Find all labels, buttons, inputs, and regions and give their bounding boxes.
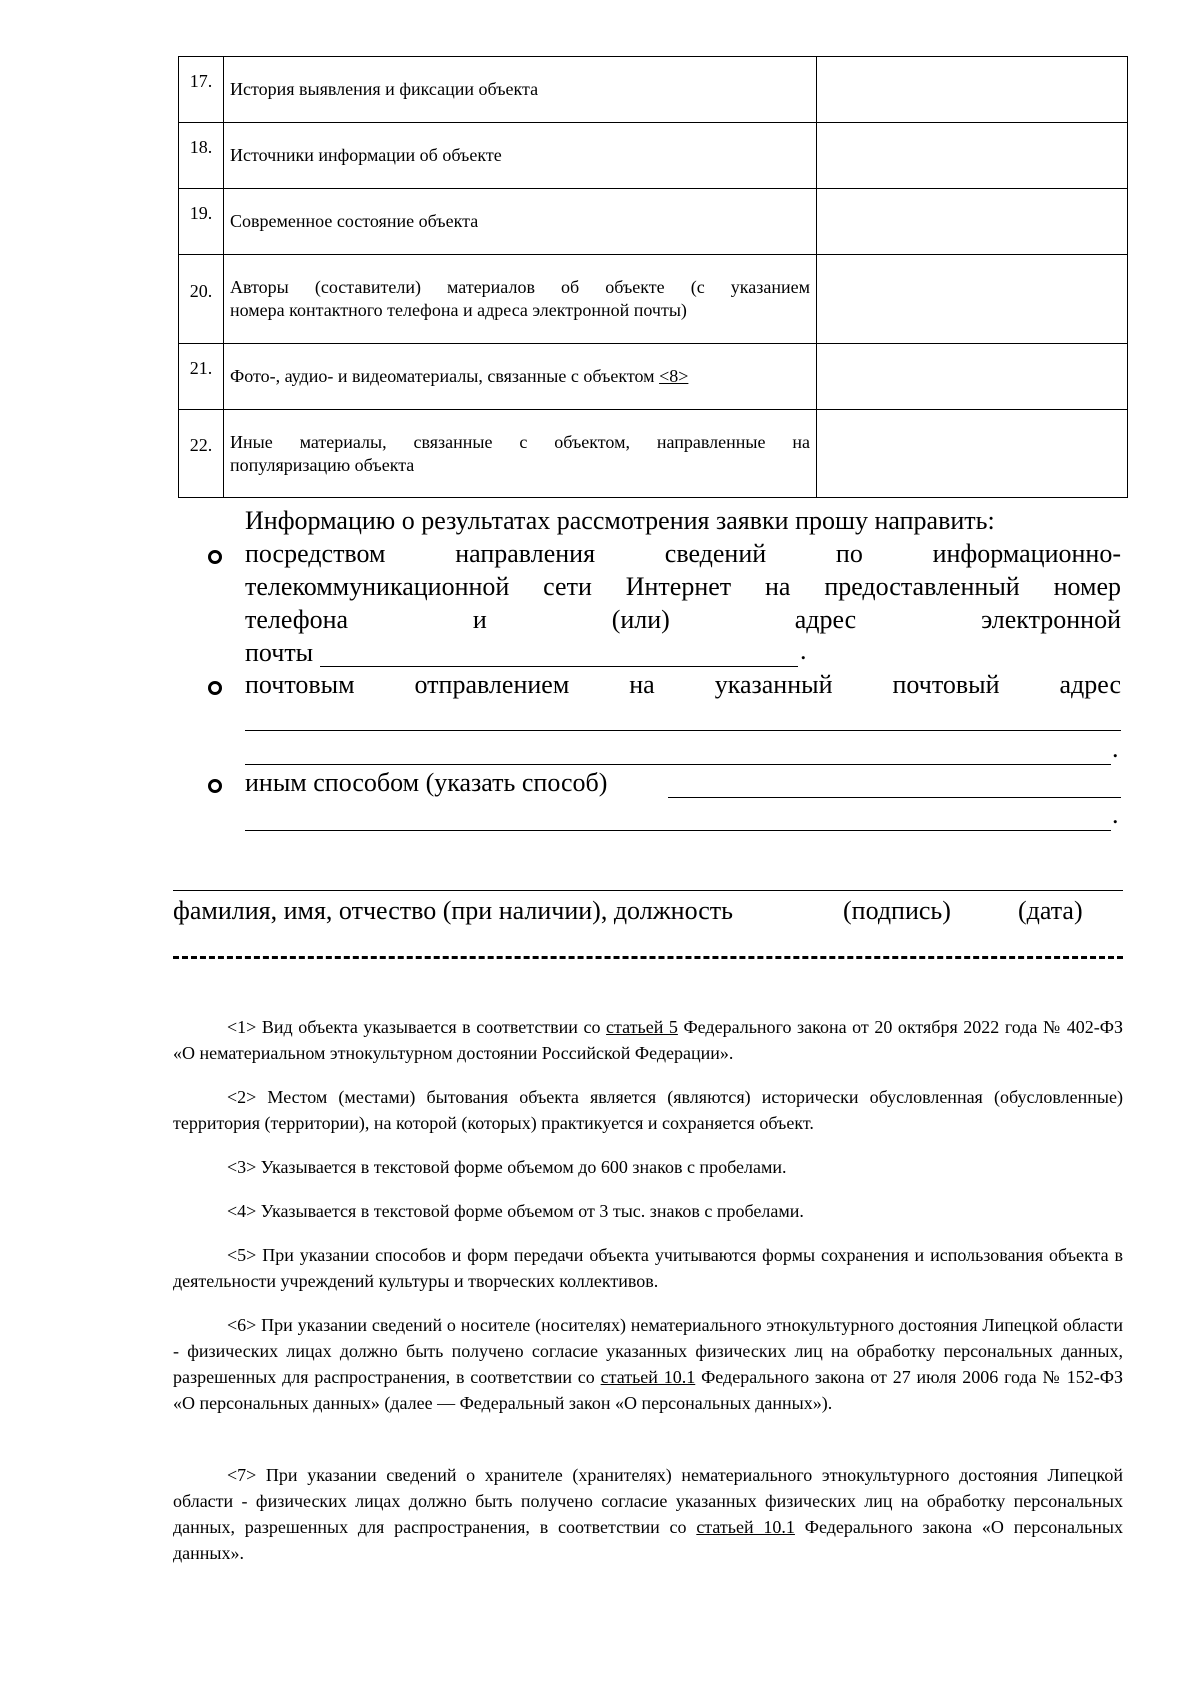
footnote-text: Федерального закона от 27 июля 2006 года № 152-ФЗ «О персональных данных» (далее — Федеральный закон «О персональных данных»). — [173, 1367, 1124, 1413]
radio-internet[interactable] — [208, 550, 222, 564]
radio-postal[interactable] — [208, 681, 222, 695]
radio-other[interactable] — [208, 779, 222, 793]
footnote-7 — [173, 1462, 1123, 1566]
row-description: История выявления и фиксации объекта — [224, 57, 817, 123]
footnote-5 — [173, 1242, 1123, 1294]
email-input-line[interactable] — [320, 666, 798, 667]
row-value-cell[interactable] — [817, 255, 1128, 344]
postal-address-line-1[interactable] — [245, 730, 1121, 731]
law-link[interactable]: статьей 5 — [606, 1017, 678, 1037]
footnote-4 — [173, 1198, 1123, 1224]
row-description-line: номера контактного телефона и адреса электронной почты) — [230, 300, 687, 320]
footnote-text: <3> Указывается в текстовой форме объемом до 600 знаков с пробелами. — [227, 1157, 787, 1177]
date-label: (дата) — [1018, 896, 1083, 925]
period: . — [1112, 800, 1119, 829]
row-description — [224, 410, 817, 498]
row-value-cell[interactable] — [817, 57, 1128, 123]
table-row — [179, 123, 1128, 189]
option-line: иным способом (указать способ) — [245, 768, 608, 797]
law-link[interactable]: статьей 10.1 — [696, 1517, 795, 1537]
name-position-label: фамилия, имя, отчество (при наличии), должность — [173, 896, 733, 925]
table-row — [179, 410, 1128, 498]
table-row — [179, 57, 1128, 123]
option-postal — [245, 668, 1121, 701]
footnote-6 — [173, 1312, 1123, 1416]
dashed-separator — [173, 956, 1123, 959]
row-number: 21. — [179, 344, 224, 410]
footnote-3 — [173, 1154, 1123, 1180]
other-method-line-1[interactable] — [668, 797, 1121, 798]
row-description-text: Фото-, аудио- и видеоматериалы, связанные с объектом — [230, 366, 660, 386]
option-line: посредством направления сведений по информационно- — [245, 539, 1121, 568]
row-number: 19. — [179, 189, 224, 255]
row-number: 18. — [179, 123, 224, 189]
footnote-text: <1> Вид объекта указывается в соответствии со — [227, 1017, 607, 1037]
footnote-text: Федерального закона от 20 октября 2022 года № 402-ФЗ «О нематериальном этнокультурном достоянии Российской Федерации». — [173, 1017, 1124, 1063]
row-description — [224, 255, 817, 344]
option-line: телефона и (или) адрес электронной — [245, 605, 1121, 634]
row-description-line: Авторы (составители) материалов об объекте (с указанием — [230, 277, 810, 297]
option-line: почты — [245, 638, 314, 667]
option-other — [245, 766, 665, 799]
application-table — [178, 56, 1128, 498]
table-row — [179, 255, 1128, 344]
options-title: Информацию о результатах рассмотрения заявки прошу направить: — [245, 506, 995, 535]
option-line: почтовым отправлением на указанный почтовый адрес — [245, 670, 1121, 699]
row-description: Современное состояние объекта — [224, 189, 817, 255]
row-description-line: Иные материалы, связанные с объектом, направленные на — [230, 431, 810, 452]
footnote-link-8[interactable]: <8> — [659, 366, 689, 386]
row-value-cell[interactable] — [817, 189, 1128, 255]
footnote-text: <5> При указании способов и форм передачи объекта учитываются формы сохранения и использования объекта в деятельности учреждений культуры и творческих коллективов. — [173, 1245, 1123, 1291]
row-description — [224, 344, 817, 410]
signature-line[interactable] — [173, 890, 1123, 891]
footnote-1 — [173, 1014, 1123, 1066]
table-row — [179, 344, 1128, 410]
postal-address-line-2[interactable] — [245, 764, 1111, 765]
footnote-text: <2> Местом (местами) бытования объекта является (являются) исторически обусловленная (обусловленные) территория (территории), на которой (которых) практикуется и сохраняется объект. — [173, 1087, 1123, 1133]
row-value-cell[interactable] — [817, 410, 1128, 498]
row-number: 22. — [179, 410, 224, 498]
period: . — [800, 636, 807, 665]
law-link[interactable]: статьей 10.1 — [600, 1367, 696, 1387]
row-value-cell[interactable] — [817, 123, 1128, 189]
footnote-text: <6> При указании сведений о носителе (носителях) нематериального этнокультурного достояния Липецкой области - физических лицах должно быть получено согласие указанных физических лиц на обработку персональных данных, разрешенных для распространения, в соответствии со — [173, 1315, 1123, 1387]
footnote-2 — [173, 1084, 1123, 1136]
row-value-cell[interactable] — [817, 344, 1128, 410]
option-internet — [245, 537, 1121, 669]
footnote-text: <7> При указании сведений о хранителе (хранителях) нематериального этнокультурного достояния Липецкой области - физических лицах должно быть получено согласие указанных физических лиц на обработку персональных данных, разрешенных для распространения, в соответствии со — [173, 1465, 1123, 1537]
row-description: Источники информации об объекте — [224, 123, 817, 189]
footnote-text: Федерального закона «О персональных данных». — [173, 1517, 1124, 1563]
signature-label: (подпись) — [843, 896, 951, 925]
option-line: телекоммуникационной сети Интернет на предоставленный номер — [245, 572, 1121, 601]
row-number: 20. — [179, 255, 224, 344]
period: . — [1112, 734, 1119, 763]
row-description-line: популяризацию объекта — [230, 454, 415, 475]
row-number: 17. — [179, 57, 224, 123]
table-row — [179, 189, 1128, 255]
other-method-line-2[interactable] — [245, 830, 1111, 831]
footnote-text: <4> Указывается в текстовой форме объемом от 3 тыс. знаков с пробелами. — [227, 1201, 804, 1221]
